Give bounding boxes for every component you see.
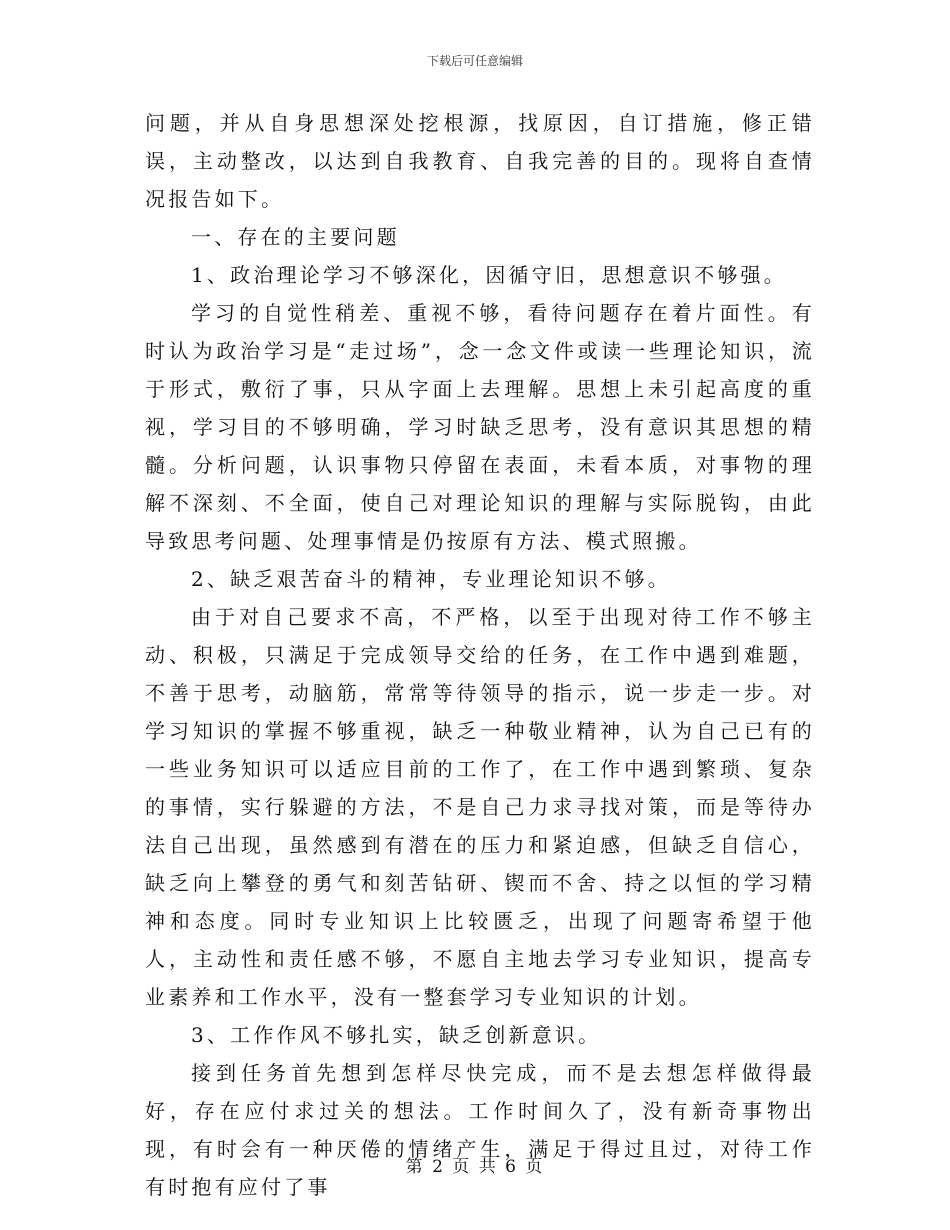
subheading-3: 3、工作作风不够扎实，缺乏创新意识。 [191, 1023, 602, 1047]
paragraph: 由于对自己要求不高，不严格，以至于出现对待工作不够主动、积极，只满足于完成领导交给的任务，在工作中遇到难题，不善于思考，动脑筋，常常等待领导的指示，说一步走一步。对学习知识的掌握不够重视，缺乏一种敬业精神，认为自己已有的一些业务知识可以适应目前的工作了，在工作中遇到繁琐、复杂的事情，实行躲避的方法，不是自己力求寻找对策，而是等待办法自己出现，虽然感到有潜在的压力和紧迫感，但缺乏自信心，缺乏向上攀登的勇气和刻苦钻研、锲而不舍、持之以恒的学习精神和态度。同时专业知识上比较匮乏，出现了问题寄希望于他人，主动性和责任感不够，不愿自主地去学习专业知识，提高专业素养和工作水平，没有一整套学习专业知识的计划。 [145, 605, 815, 1009]
page-footer [0, 1157, 950, 1177]
footer-prefix: 第 [405, 1157, 425, 1177]
document-body [145, 104, 815, 1206]
paragraph: 学习的自觉性稍差、重视不够，看待问题存在着片面性。有时认为政治学习是“走过场”，念一念文件或读一些理论知识，流于形式，敷衍了事，只从字面上去理解。思想上未引起高度的重视，学习目的不够明确，学习时缺乏思考，没有意识其思想的精髓。分析问题，认识事物只停留在表面，未看本质，对事物的理解不深刻、不全面，使自己对理论知识的理解与实际脱钩，由此导致思考问题、处理事情是仍按原有方法、模式照搬。 [145, 301, 815, 553]
footer-middle: 页 共 [452, 1157, 498, 1177]
footer-current-page: 2 [432, 1157, 445, 1177]
section-heading-1: 一、存在的主要问题 [191, 225, 400, 249]
page-header [0, 54, 950, 68]
subheading-2: 2、缺乏艰苦奋斗的精神，专业理论知识不够。 [191, 567, 671, 591]
footer-total-pages: 6 [505, 1157, 518, 1177]
paragraph: 接到任务首先想到怎样尽快完成，而不是去想怎样做得最好，存在应付求过关的想法。工作时间久了，没有新奇事物出现，有时会有一种厌倦的情绪产生，满足于得过且过，对待工作有时抱有应付了事 [145, 1061, 815, 1199]
footer-suffix: 页 [525, 1157, 545, 1177]
paragraph-continuation: 问题，并从自身思想深处挖根源，找原因，自订措施，修正错误，主动整改，以达到自我教育、自我完善的目的。现将自查情况报告如下。 [145, 111, 815, 211]
subheading-1: 1、政治理论学习不够深化，因循守旧，思想意识不够强。 [191, 263, 787, 287]
header-text: 下载后可任意编辑 [426, 54, 523, 68]
